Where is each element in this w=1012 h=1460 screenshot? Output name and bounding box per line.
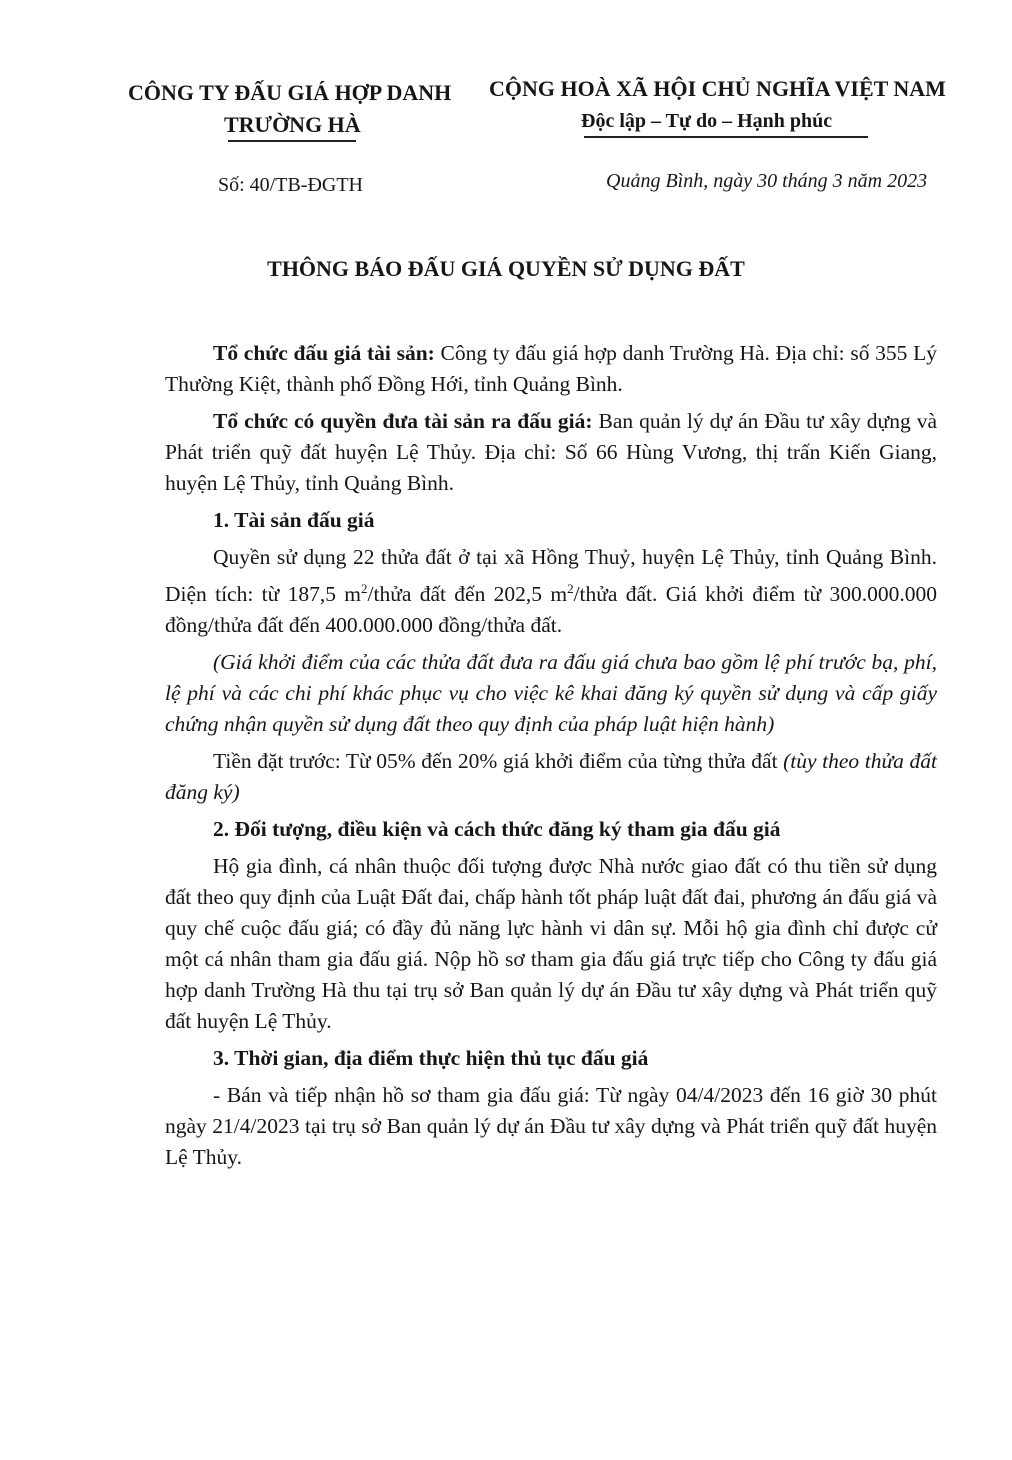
deposit-text: Tiền đặt trước: Từ 05% đến 20% giá khởi điểm của từng thửa đất <box>213 749 784 774</box>
asset-owner-label: Tổ chức có quyền đưa tài sản ra đấu giá: <box>213 409 593 433</box>
section-3-heading: 3. Thời gian, địa điểm thực hiện thủ tục đấu giá <box>213 1046 649 1071</box>
nation-title: CỘNG HOÀ XÃ HỘI CHỦ NGHĨA VIỆT NAM <box>489 76 946 101</box>
document-title: THÔNG BÁO ĐẤU GIÁ QUYỀN SỬ DỤNG ĐẤT <box>267 256 745 281</box>
section-3-paragraph: - Bán và tiếp nhận hồ sơ tham gia đấu giá: Từ ngày 04/4/2023 đến 16 giờ 30 phút ngày 21/4/2023 tại trụ sở Ban quản lý dự án Đầu tư xây dựng và Phát triển quỹ đất huyện Lệ Thủy. <box>165 1083 937 1170</box>
section-2-paragraph: Hộ gia đình, cá nhân thuộc đối tượng được Nhà nước giao đất có thu tiền sử dụng đất theo quy định của Luật Đất đai, chấp hành tốt pháp luật đất đai, phương án đấu giá và quy chế cuộc đấu giá; có đầy đủ năng lực hành vi dân sự. Mỗi hộ gia đình chỉ được cử một cá nhân tham gia đấu giá. Nộp hồ sơ tham gia đấu giá trực tiếp cho Công ty đấu giá hợp danh Trường Hà thu tại trụ sở Ban quản lý dự án Đầu tư xây dựng và Phát triển quỹ đất huyện Lệ Thủy. <box>165 854 937 1034</box>
section-1-paragraph <box>165 542 937 641</box>
org-name-line1: CÔNG TY ĐẤU GIÁ HỢP DANH <box>128 80 452 105</box>
auction-org-text: Công ty đấu giá hợp danh Trường Hà. Địa chỉ: số 355 Lý Thường Kiệt, thành phố Đồng Hới, tỉnh Quảng Bình. <box>165 341 937 396</box>
org-underline <box>228 140 356 142</box>
deposit-paragraph <box>165 746 937 808</box>
motto-underline <box>584 136 868 138</box>
section-1-heading: 1. Tài sản đấu giá <box>213 508 375 532</box>
asset-owner-paragraph <box>165 406 937 499</box>
document-body <box>165 338 937 1179</box>
document-number: Số: 40/TB-ĐGTH <box>218 174 363 196</box>
section-1-text-c: /thửa đất. Giá khởi điểm từ 300.000.000 đồng/thửa đất đến 400.000.000 đồng/thửa đất. <box>165 582 937 638</box>
section-2-heading: 2. Đối tượng, điều kiện và cách thức đăng ký tham gia đấu giá <box>213 817 781 842</box>
section-1-note: (Giá khởi điểm của các thửa đất đưa ra đấu giá chưa bao gồm lệ phí trước bạ, phí, lệ phí và các chi phí khác phục vụ cho việc kê khai đăng ký quyền sử dụng và cấp giấy chứng nhận quyền sử dụng đất theo quy định của pháp luật hiện hành) <box>165 650 937 737</box>
place-date: Quảng Bình, ngày 30 tháng 3 năm 2023 <box>606 170 928 192</box>
deposit-note: (tùy theo thửa đất đăng ký) <box>165 749 937 805</box>
auction-org-label: Tổ chức đấu giá tài sản: <box>213 341 435 365</box>
section-1-text-b: /thửa đất đến 202,5 m <box>367 582 568 607</box>
asset-owner-text: Ban quản lý dự án Đầu tư xây dựng và Phát triển quỹ đất huyện Lệ Thủy. Địa chỉ: Số 66 Hùng Vương, thị trấn Kiến Giang, huyện Lệ Thủy, tỉnh Quảng Bình. <box>165 409 937 495</box>
superscript-2b: 2 <box>567 581 574 596</box>
section-1-text-a: Quyền sử dụng 22 thửa đất ở tại xã Hồng Thuỷ, huyện Lệ Thủy, tỉnh Quảng Bình. Diện tích: từ 187,5 m <box>165 545 937 607</box>
org-name-line2: TRƯỜNG HÀ <box>224 112 361 137</box>
nation-motto: Độc lập – Tự do – Hạnh phúc <box>581 110 833 132</box>
superscript-2: 2 <box>361 581 368 596</box>
auction-org-paragraph <box>165 338 937 400</box>
